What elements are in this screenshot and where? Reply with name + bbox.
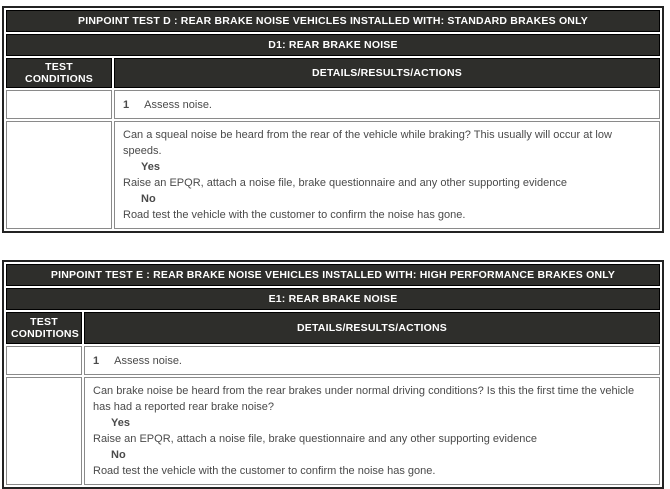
details-action-yes: Raise an EPQR, attach a noise file, brake questionnaire and any other supporting evidence bbox=[93, 433, 537, 445]
details-cell bbox=[84, 377, 660, 485]
test-conditions-empty-cell bbox=[6, 346, 82, 375]
step-row bbox=[6, 346, 660, 375]
column-header-row bbox=[6, 58, 660, 88]
details-action-no: Road test the vehicle with the customer to confirm the noise has gone. bbox=[93, 465, 436, 477]
answer-no: No bbox=[141, 193, 156, 205]
answer-no: No bbox=[111, 449, 126, 461]
step-label: Assess noise. bbox=[144, 98, 212, 111]
step-row bbox=[6, 90, 660, 119]
column-header-row bbox=[6, 312, 660, 344]
step-cell bbox=[84, 346, 660, 375]
pinpoint-test-d-table bbox=[2, 6, 664, 233]
table-subtitle-row bbox=[6, 288, 660, 310]
details-action-no: Road test the vehicle with the customer to confirm the noise has gone. bbox=[123, 209, 466, 221]
table-title: PINPOINT TEST E : REAR BRAKE NOISE VEHICLES INSTALLED WITH: HIGH PERFORMANCE BRAKES ONLY bbox=[6, 264, 660, 286]
table-subtitle: E1: REAR BRAKE NOISE bbox=[6, 288, 660, 310]
details-question: Can a squeal noise be heard from the rear of the vehicle while braking? This usually will occur at low speeds. bbox=[123, 129, 612, 157]
details-question: Can brake noise be heard from the rear brakes under normal driving conditions? Is this the first time the vehicle has had a reported rear brake noise? bbox=[93, 385, 635, 413]
table-title-row bbox=[6, 10, 660, 32]
col-header-details-results-actions: DETAILS/RESULTS/ACTIONS bbox=[114, 58, 660, 88]
test-conditions-empty-cell bbox=[6, 121, 112, 229]
answer-yes: Yes bbox=[141, 161, 160, 173]
pinpoint-test-e-table bbox=[2, 260, 664, 489]
step-number: 1 bbox=[93, 354, 100, 367]
test-conditions-empty-cell bbox=[6, 377, 82, 485]
table-title: PINPOINT TEST D : REAR BRAKE NOISE VEHICLES INSTALLED WITH: STANDARD BRAKES ONLY bbox=[6, 10, 660, 32]
step-number: 1 bbox=[123, 98, 130, 111]
answer-yes: Yes bbox=[111, 417, 130, 429]
details-row bbox=[6, 377, 660, 485]
table-title-row bbox=[6, 264, 660, 286]
test-conditions-empty-cell bbox=[6, 90, 112, 119]
table-subtitle: D1: REAR BRAKE NOISE bbox=[6, 34, 660, 56]
table-subtitle-row bbox=[6, 34, 660, 56]
col-header-details-results-actions: DETAILS/RESULTS/ACTIONS bbox=[84, 312, 660, 344]
details-action-yes: Raise an EPQR, attach a noise file, brake questionnaire and any other supporting evidence bbox=[123, 177, 567, 189]
step-label: Assess noise. bbox=[114, 354, 182, 367]
step-cell bbox=[114, 90, 660, 119]
details-row bbox=[6, 121, 660, 229]
details-cell bbox=[114, 121, 660, 229]
col-header-test-conditions: TEST CONDITIONS bbox=[6, 312, 82, 344]
col-header-test-conditions: TEST CONDITIONS bbox=[6, 58, 112, 88]
